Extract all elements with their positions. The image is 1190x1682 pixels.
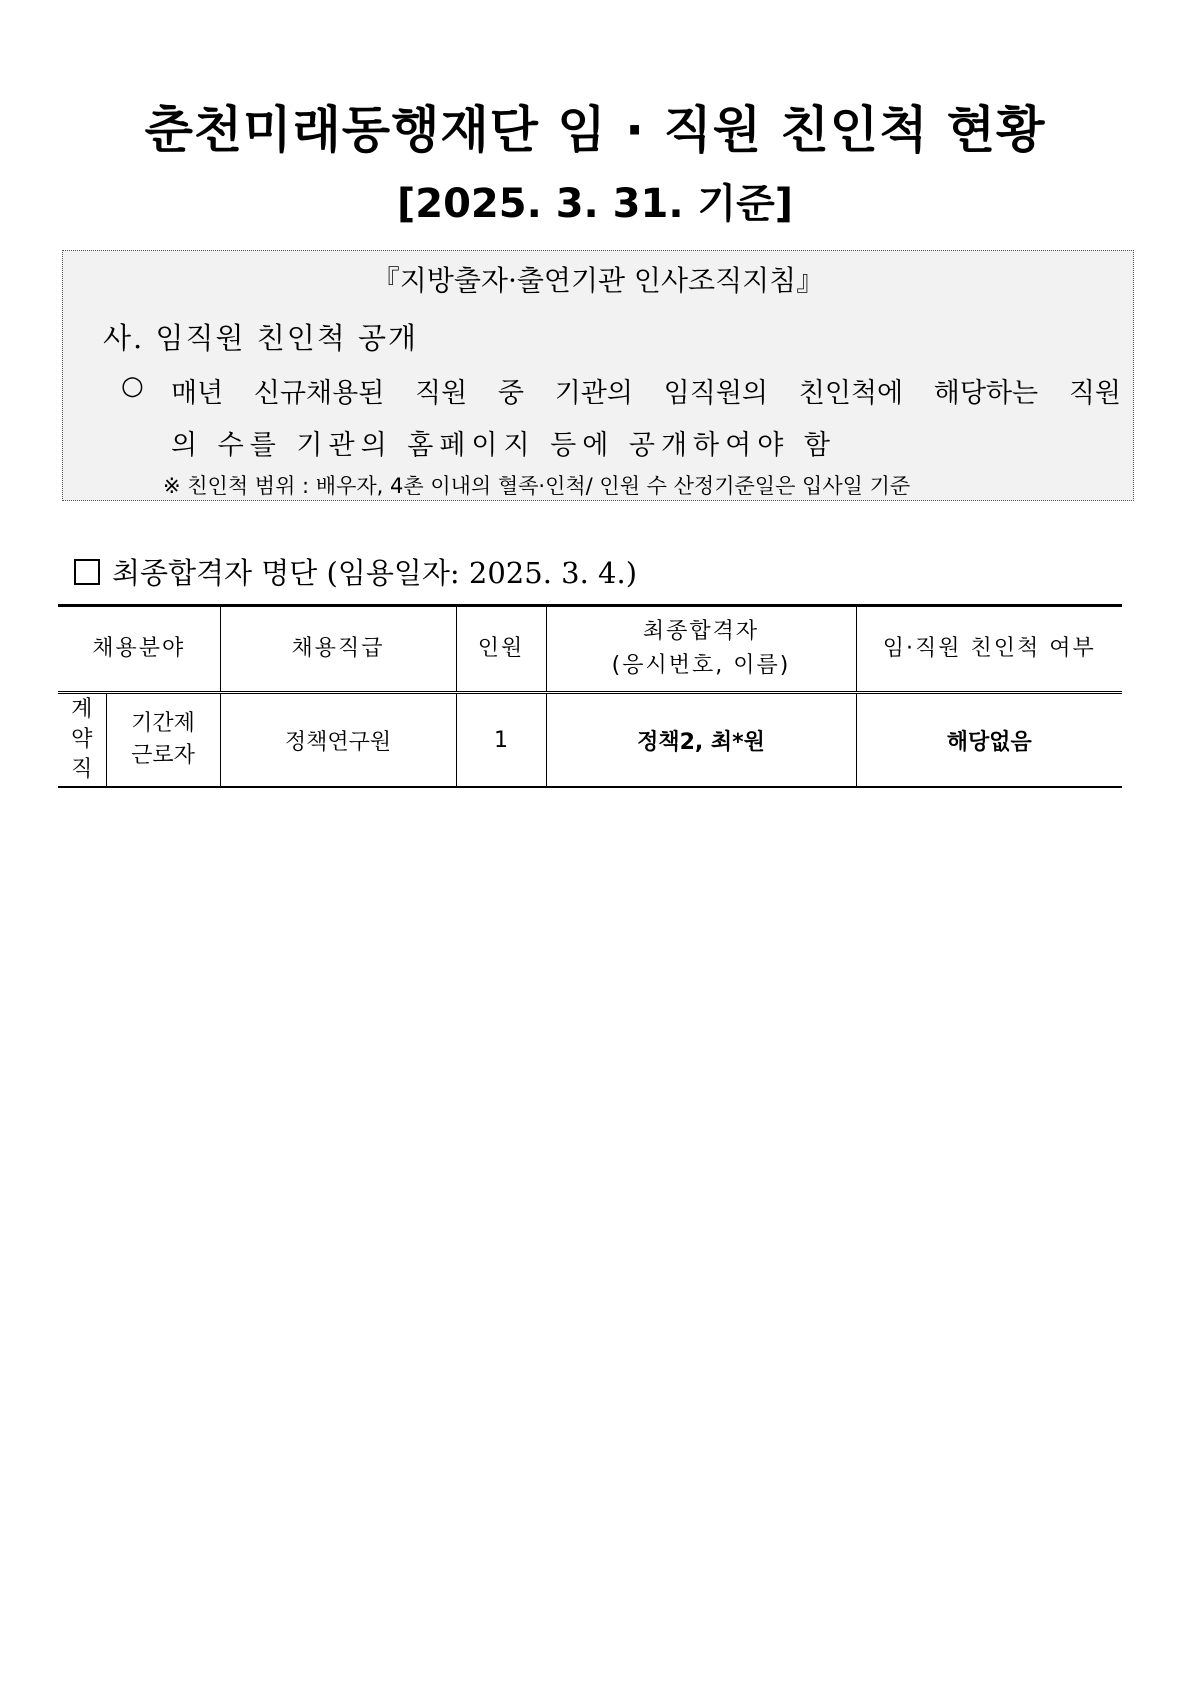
page-title: 춘천미래동행재단 임 · 직원 친인척 현황 [144,101,1046,159]
header-passer-line2: (응시번호, 이름) [611,653,791,678]
category-char: 직 [71,757,93,782]
reference-date: [2025. 3. 31. 기준] [396,181,794,227]
passer-cell: 정책2, 최*원 [546,693,856,788]
table-row [58,693,1122,788]
category-char: 계 [71,697,93,722]
header-passer [546,606,856,693]
header-relative: 임·직원 친인척 여부 [856,606,1122,693]
guideline-body-line1: 매년 신규채용된 직원 중 기관의 임직원의 친인척에 해당하는 직원 [171,378,1121,409]
subcategory-line1: 기간제 [131,711,195,736]
relative-cell: 해당없음 [856,693,1122,788]
count-cell: 1 [456,693,546,788]
subcategory-cell [106,693,220,788]
checkbox-square-icon [74,559,100,585]
category-cell [58,693,106,788]
header-passer-line1: 최종합격자 [642,619,760,644]
guideline-section: 사. 임직원 친인척 공개 [103,321,418,355]
guideline-note: ※ 친인척 범위 : 배우자, 4촌 이내의 혈족·인척/ 인원 수 산정기준일은 입사일 기준 [163,474,911,498]
header-field: 채용분야 [58,606,220,693]
bullet-circle-icon: ○ [121,371,144,401]
header-count: 인원 [456,606,546,693]
table-header-row [58,606,1122,693]
guideline-box [62,250,1134,501]
position-cell: 정책연구원 [220,693,456,788]
guideline-title: 『지방출자·출연기관 인사조직지침』 [371,264,825,297]
header-position: 채용직급 [220,606,456,693]
category-char: 약 [71,727,93,752]
subcategory-line2: 근로자 [131,743,195,768]
final-passers-table [58,604,1122,788]
guideline-body-line2: 의 수를 기관의 홈페이지 등에 공개하여야 함 [171,430,836,461]
list-heading: 최종합격자 명단 (임용일자: 2025. 3. 4.) [112,556,638,590]
